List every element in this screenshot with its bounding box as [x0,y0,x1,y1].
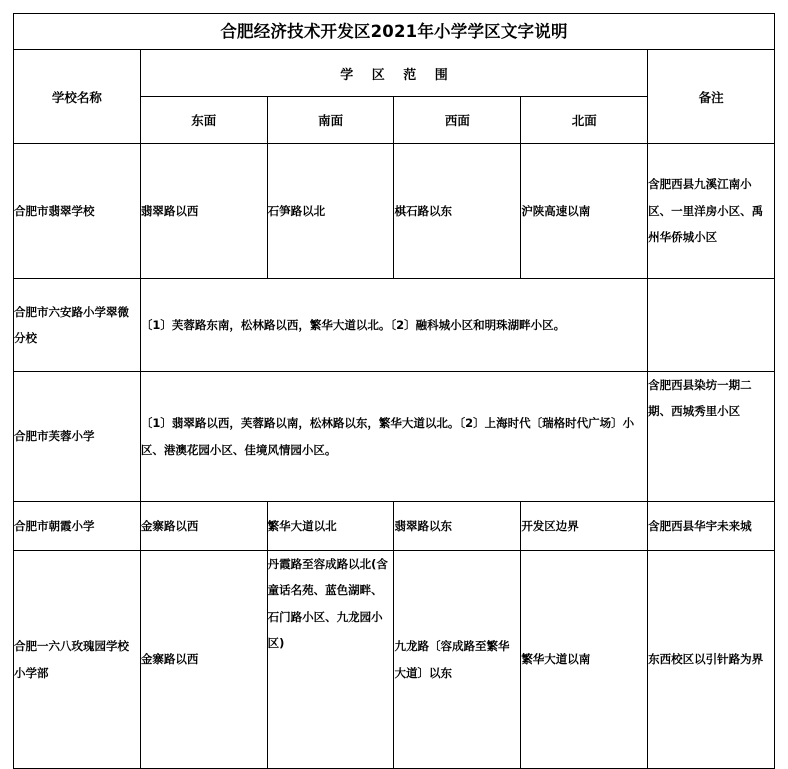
cell-school-name: 合肥市芙蓉小学 [14,372,141,502]
page-title: 合肥经济技术开发区2021年小学学区文字说明 [220,21,568,41]
header-direction-south: 南面 [267,97,394,144]
cell-direction-south: 繁华大道以北 [267,502,394,551]
cell-direction-west: 翡翠路以东 [394,502,521,551]
school-district-table [13,13,775,769]
cell-school-name: 合肥市翡翠学校 [14,144,141,279]
cell-remark: 含肥西县华宇未来城 [648,502,775,551]
cell-remark: 含肥西县九溪江南小区、一里洋房小区、禹州华侨城小区 [648,144,775,279]
cell-direction-north: 繁华大道以南 [521,551,648,769]
header-direction-east: 东面 [140,97,267,144]
cell-direction-east: 翡翠路以西 [140,144,267,279]
cell-direction-north: 开发区边界 [521,502,648,551]
header-remarks: 备注 [648,50,775,144]
header-direction-west: 西面 [394,97,521,144]
cell-direction-east: 金寨路以西 [140,502,267,551]
header-school-name: 学校名称 [14,50,141,144]
table-row [14,144,775,279]
table-row [14,502,775,551]
cell-school-name: 合肥市朝霞小学 [14,502,141,551]
cell-remark: 东西校区以引针路为界 [648,551,775,769]
header-row-primary [14,50,775,97]
table-row [14,372,775,502]
cell-school-name: 合肥一六八玫瑰园学校小学部 [14,551,141,769]
header-scope-group [140,50,647,97]
table-row [14,551,775,769]
cell-school-name: 合肥市六安路小学翠微分校 [14,279,141,372]
table-title-row [14,14,775,50]
header-scope-label: 学 区 范 围 [340,67,455,83]
cell-direction-north: 沪陕高速以南 [521,144,648,279]
table-row [14,279,775,372]
cell-direction-south: 石笋路以北 [267,144,394,279]
cell-direction-east: 金寨路以西 [140,551,267,769]
cell-scope-merged: 〔1〕芙蓉路东南，松林路以西，繁华大道以北。〔2〕融科城小区和明珠湖畔小区。 [140,279,647,372]
cell-remark: 含肥西县染坊一期二期、西城秀里小区 [648,372,775,502]
cell-scope-merged: 〔1〕翡翠路以西，芙蓉路以南，松林路以东，繁华大道以北。〔2〕上海时代〔瑞格时代广场〕小区、港澳花园小区、佳境风情园小区。 [140,372,647,502]
cell-direction-south: 丹霞路至容成路以北(含童话名苑、蓝色湖畔、石门路小区、九龙园小区) [267,551,394,769]
header-direction-north: 北面 [521,97,648,144]
cell-remark [648,279,775,372]
cell-direction-west: 九龙路〔容成路至繁华大道〕以东 [394,551,521,769]
document-title-cell [14,14,775,50]
cell-direction-west: 棋石路以东 [394,144,521,279]
